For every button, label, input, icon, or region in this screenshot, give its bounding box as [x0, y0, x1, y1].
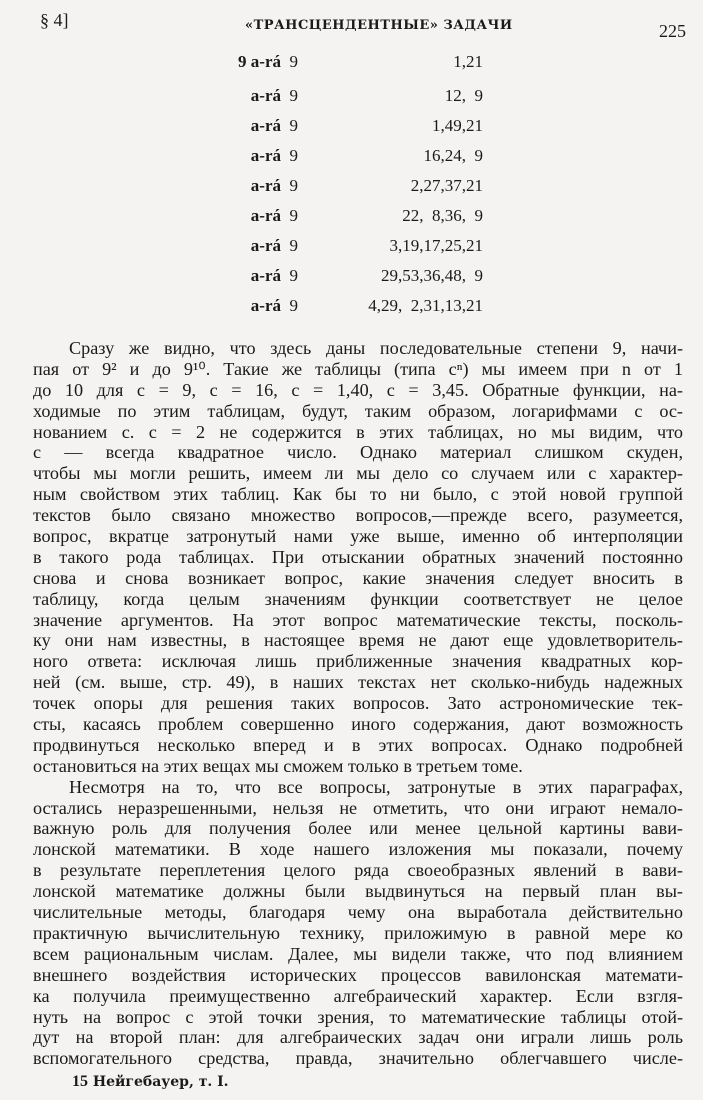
row-label [251, 236, 298, 256]
table-row [0, 206, 703, 230]
text-line: продвинуться несколько вперед и в этих вопросах. Однако подробней [33, 734, 683, 755]
text-line: чтобы мы могли решить, имеем ли мы дело со случаем или с характер- [33, 463, 683, 484]
row-term: a-rá [250, 206, 281, 225]
text-line: лонской математике должны были выдвинуться на первый план вы- [33, 881, 683, 902]
text-line: ней (см. выше, стр. 49), в наших текстах нет сколько-нибудь надежных [33, 672, 683, 693]
row-term: a-rá [250, 296, 281, 315]
row-term: a-rá [250, 266, 281, 285]
row-label [251, 176, 298, 196]
text-line: текстов было связано множество вопросов,—прежде всего, разумеется, [33, 505, 683, 526]
text-line: нованием c. c = 2 не содержится в этих таблицах, но мы видим, что [33, 421, 683, 442]
row-term: a-rá [250, 146, 281, 165]
row-value: 1,49,21 [432, 116, 483, 135]
page-number: 225 [659, 21, 686, 41]
row-base: 9 [289, 146, 298, 165]
text-line: в результате переплетения целого ряда своеобразных явлений в вави- [33, 860, 683, 881]
text-line: вопрос, вкратце затронутый нами уже выше, именно об интерполяции [33, 526, 683, 547]
row-base: 9 [289, 206, 298, 225]
running-header [0, 10, 703, 41]
table-row [0, 116, 703, 140]
row-base: 9 [289, 116, 298, 135]
text-line: внешнего воздействия исторических процессов вавилонская математи- [33, 964, 683, 985]
text-line: ка получила преимущественно алгебраический характер. Если взгля- [33, 985, 683, 1006]
row-base: 9 [289, 236, 298, 255]
row-base: 9 [289, 176, 298, 195]
row-value: 2,27,37,21 [410, 176, 483, 195]
table-row [0, 52, 703, 76]
table-row [0, 176, 703, 200]
row-base: 9 [289, 86, 298, 105]
row-label [251, 296, 298, 316]
row-value: 29,53,36,48, 9 [381, 266, 483, 285]
text-line: пая от 9² и до 9¹⁰. Такие же таблицы (типа cⁿ) мы имеем при n от 1 [33, 358, 683, 379]
text-line: ку они нам известны, в настоящее время не дают еще удовлетворитель- [33, 630, 683, 651]
table-row [0, 86, 703, 110]
text-line: в такого рода таблицах. При отыскании обратных значений постоянно [33, 546, 683, 567]
running-title: «ТРАНСЦЕНДЕНТНЫЕ» ЗАДАЧИ [245, 18, 513, 33]
signature-number: 15 [72, 1073, 88, 1090]
row-term: a-rá [250, 236, 281, 255]
signature-text: Нейгебауер, т. I. [92, 1074, 229, 1090]
text-line: всем рациональным числам. Далее, мы видели также, что под влиянием [33, 943, 683, 964]
row-term: a-rá [250, 86, 281, 105]
text-line: до 10 для c = 9, c = 16, c = 1,40, c = 3,45. Обратные функции, на- [33, 379, 683, 400]
text-line: точек опоры для решения таких вопросов. Зато астрономические тек- [33, 693, 683, 714]
row-base: 9 [289, 52, 298, 71]
row-label [251, 266, 298, 286]
row-value: 1,21 [453, 52, 483, 71]
text-line: Несмотря на то, что все вопросы, затронутые в этих параграфах, [69, 776, 683, 797]
row-value: 12, 9 [444, 86, 483, 105]
text-line: важную роль для получения более или менее цельной картины вави- [33, 818, 683, 839]
row-value: 3,19,17,25,21 [389, 236, 483, 255]
row-value: 16,24, 9 [423, 146, 483, 165]
row-term: a-rá [250, 52, 281, 71]
text-line: ходимые по этим таблицам, будут, таким образом, логарифмами с ос- [33, 400, 683, 421]
text-line: сты, касаясь проблем совершенно иного содержания, дают возможность [33, 714, 683, 735]
text-line: таблицу, когда целым значениям функции соответствует не целое [33, 588, 683, 609]
text-line: остановиться на этих вещах мы сможем только в третьем томе. [33, 755, 523, 776]
row-prefix: 9 [238, 52, 247, 71]
row-term: a-rá [250, 176, 281, 195]
row-term: a-rá [250, 116, 281, 135]
text-line: дут на второй план: для алгебраических задач они играли лишь роль [33, 1027, 683, 1048]
signature-footer [72, 1073, 229, 1091]
text-line: значение аргументов. На этот вопрос математические тексты, посколь- [33, 609, 683, 630]
row-base: 9 [289, 266, 298, 285]
table-row [0, 266, 703, 290]
text-line: вспомогательного средства, правда, значительно облегчавшего числе- [33, 1048, 683, 1069]
row-label [251, 86, 298, 106]
text-line: лонской математики. В ходе нашего изложения мы показали, почему [33, 839, 683, 860]
text-line: остались неразрешенными, нельзя не отметить, что они играют немало- [33, 797, 683, 818]
text-line: c — всегда квадратное число. Однако материал слишком скуден, [33, 442, 683, 463]
row-label [251, 146, 298, 166]
row-label [238, 52, 298, 72]
text-line: ным свойством этих таблиц. Как бы то ни было, с этой новой группой [33, 484, 683, 505]
text-line: нуть на вопрос с этой точки зрения, то математические таблицы отой- [33, 1006, 683, 1027]
table-row [0, 236, 703, 260]
text-line: практичную вычислительную технику, приложимую в равной мере ко [33, 922, 683, 943]
text-line: снова и снова возникает вопрос, какие значения следует вносить в [33, 567, 683, 588]
row-value: 4,29, 2,31,13,21 [368, 296, 483, 315]
row-value: 22, 8,36, 9 [402, 206, 483, 225]
text-line: Сразу же видно, что здесь даны последовательные степени 9, начи- [69, 338, 683, 358]
text-line: числительные методы, благодаря чему она выработала действительно [33, 902, 683, 923]
section-marker: § 4] [40, 10, 69, 30]
row-label [251, 206, 298, 226]
row-base: 9 [289, 296, 298, 315]
table-row [0, 296, 703, 320]
table-row [0, 146, 703, 170]
row-label [251, 116, 298, 136]
body-text [33, 338, 683, 1069]
text-line: ного ответа: исключая лишь приближенные значения квадратных кор- [33, 651, 683, 672]
